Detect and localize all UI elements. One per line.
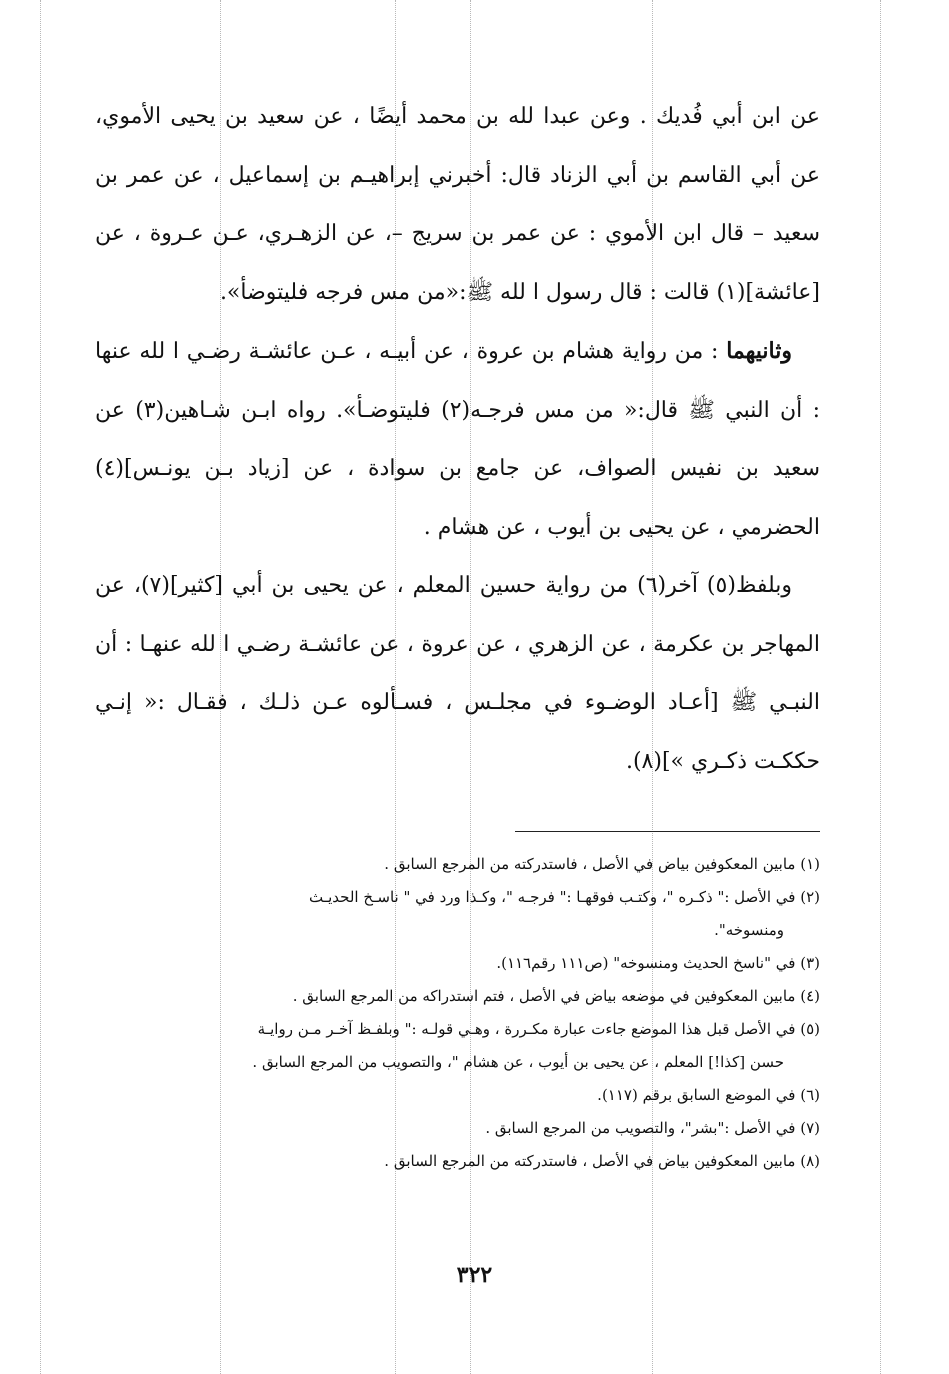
footnote-text: مابين المعكوفين بياض في الأصل ، فاستدركته من المرجع السابق . [384,855,796,873]
footnote-7 [95,1112,820,1145]
footnote-text: في الأصل :"بشر"، والتصويب من المرجع السابق . [485,1119,796,1137]
footnote-6 [95,1079,820,1112]
footnote-text: في "ناسخ الحديث ومنسوخه" (ص١١١ رقم١١٦). [496,954,796,972]
paragraph-lead: وثانيهما [726,338,792,364]
footnote-text: في الأصل قبل هذا الموضع جاءت عبارة مكـررة ، وهـي قولـه :" وبلفـظ آخـر مـن روايـة [257,1020,796,1038]
footnote-separator [515,831,820,832]
paragraph-text: : من رواية هشام بن عروة ، عن أبيـه ، عـن عائشـة رضـي ا لله عنها : أن النبي ﷺ قال:« من مس فرجـه(٢) فليتوضـأ». رواه ابـن شـاهين(٣) عن سعيد بن نفيس الصواف، عن جامع بن سوادة ، عن [زياد بـن يونـس](٤) الحضرمي ، عن يحيى بن أيوب ، عن هشام . [95,339,821,540]
footnote-number: (٣) [800,954,820,972]
footnote-3 [95,947,820,980]
footnote-8 [95,1145,820,1178]
footnote-text: مابين المعكوفين بياض في الأصل ، فاستدركته من المرجع السابق . [384,1152,796,1170]
footnote-number: (٧) [800,1119,820,1137]
footnotes-list [95,848,820,1178]
footnote-continuation: حسن [كذا!] المعلم ، عن يحيى بن أيوب ، عن هشام "، والتصويب من المرجع السابق . [252,1053,784,1071]
paragraph-3 [95,557,820,791]
footnote-text: في الموضع السابق برقم (١١٧). [597,1086,796,1104]
paragraph-text: وبلفظ(٥) آخر(٦) من رواية حسين المعلم ، عن يحيى بن أبي [كثير](٧)، عن المهاجر بن عكرمة ، عن الزهري ، عن عروة ، عن عائشـة رضـي ا لله عنهـا : أن النبـي ﷺ [أعـاد الوضـوء في مجلـس ، فسـألوه عـن ذلـك ، فقـال :« إنـي حككـت ذكـري »](٨). [95,573,820,774]
footnote-5 [95,1013,820,1079]
footnote-2 [95,881,820,947]
paragraph-text: عن ابن أبي فُديك . وعن عبدا لله بن محمد أيضًا ، عن سعيد بن يحيى الأموي، عن أبي القاسم بن أبي الزناد قال: أخبرني إبراهيـم بن إسماعيل ، عن عمر بن سعيد – قال ابن الأموي : عن عمر بن سريج –، عن الزهـري، عـن عـروة ، عن [عائشة](١) قالت : قال رسول ا لله ﷺ:«من مس فرجه فليتوضأ». [95,104,820,305]
main-text [95,88,820,791]
footnote-number: (٨) [800,1152,820,1170]
footnote-number: (٦) [800,1086,820,1104]
footnote-separator-wrap [95,791,820,848]
page-number: ٣٢٢ [456,1262,493,1288]
scan-guide-line [880,0,881,1374]
footnote-text: مابين المعكوفين في موضعه بياض في الأصل ، فتم استدراكه من المرجع السابق . [292,987,796,1005]
footnote-number: (٤) [800,987,820,1005]
document-page [95,88,820,1178]
footnote-1 [95,848,820,881]
footnote-text: في الأصل :" ذكـره "، وكتـب فوقهـا :" فرجـه "، وكـذا ورد في " ناسـخ الحديـث [308,888,796,906]
scan-guide-line [40,0,41,1374]
footnote-continuation: ومنسوخه". [714,921,784,939]
footnote-4 [95,980,820,1013]
footnote-number: (٢) [800,888,820,906]
paragraph-2 [95,322,820,557]
footnote-number: (١) [800,855,820,873]
footnote-number: (٥) [800,1020,820,1038]
paragraph-1 [95,88,820,322]
